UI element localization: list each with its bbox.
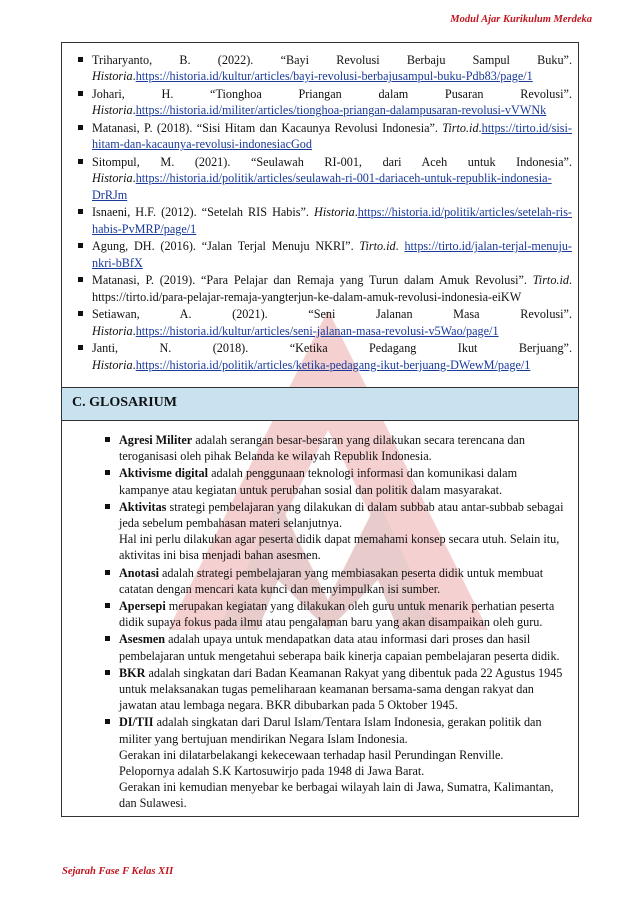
reference-source: Tirto.id (359, 239, 396, 254)
reference-link[interactable]: https://historia.id/politik/articles/ketika-pedagang-ikut-berjuang-DWewM/page/1 (135, 357, 531, 372)
reference-punct: . (395, 239, 405, 254)
reference-punct: . (132, 69, 136, 84)
reference-punct: . (132, 323, 136, 338)
reference-source: Tirto.id (532, 273, 569, 288)
reference-citation: Matanasi, P. (2018). “Sisi Hitam dan Kacaunya Revolusi Indonesia”. (92, 121, 443, 135)
glossary-term: Apersepi (119, 599, 166, 614)
reference-item (78, 306, 572, 339)
glossary-item (105, 565, 569, 597)
glossary-item (105, 432, 569, 464)
glossary-definition: merupakan kegiatan yang dilakukan oleh guru untuk menarik perhatian peserta didik supaya fokus pada ilmu atau pengalaman baru yang akan disampaikan oleh guru. (119, 599, 555, 630)
glossary-item (105, 665, 569, 714)
reference-item (78, 204, 572, 237)
glossary-term: Aktivitas (119, 499, 167, 514)
glossary-list (105, 432, 569, 813)
reference-punct: . (132, 171, 136, 186)
reference-source: Historia (92, 103, 133, 118)
reference-item (78, 272, 572, 305)
reference-item (78, 52, 572, 85)
reference-item (78, 238, 572, 271)
reference-link[interactable]: https://tirto.id/sisi-hitam-dan-kacaunya-revolusi-indonesiacGod (92, 121, 572, 152)
reference-punct: . (354, 205, 358, 220)
glossary-term: Aktivisme digital (119, 466, 209, 481)
reference-source: Historia (92, 357, 133, 372)
glossary-heading: C. GLOSARIUM (72, 395, 178, 410)
glossary-definition: strategi pembelajaran yang dilakukan di dalam subbab atau antar-subbab sebagai jeda sebelum pembahasan materi selanjutnya. (119, 499, 564, 531)
glossary-definition: adalah penggunaan teknologi informasi dan komunikasi dalam kampanye atau kegiatan untuk perubahan sosial dan politik dalam masyarakat. (119, 466, 518, 497)
glossary-item (105, 499, 569, 564)
glossary-header (61, 388, 579, 421)
reference-link[interactable]: https://historia.id/militer/articles/tionghoa-priangan-dalampusaran-revolusi-vVWNk (135, 103, 547, 118)
reference-link[interactable]: https://historia.id/kultur/articles/seni-jalanan-masa-revolusi-v5Wao/page/1 (135, 323, 499, 338)
reference-punct: . https://tirto.id/para-pelajar-remaja-yangterjun-ke-dalam-amuk-revolusi-indonesia-eiKW (92, 273, 572, 304)
references-box (61, 42, 579, 388)
reference-citation: Johari, H. “Tionghoa Priangan dalam Pusaran Revolusi”. (92, 87, 572, 101)
glossary-definition: Hal ini perlu dilakukan agar peserta didik dapat memahami konsep secara utuh. Selain itu, aktivitas ini bisa menjadi bahan asesmen. (119, 532, 560, 563)
reference-link[interactable]: https://tirto.id/jalan-terjal-menuju-nkri-bBfX (92, 239, 572, 270)
reference-punct: . (132, 103, 136, 118)
glossary-item (105, 631, 569, 663)
reference-citation: Agung, DH. (2016). “Jalan Terjal Menuju NKRI”. (92, 239, 360, 254)
reference-citation: Janti, N. (2018). “Ketika Pedagang Ikut Berjuang”. (92, 341, 572, 356)
glossary-definition: Pelopornya adalah S.K Kartosuwirjo pada 1948 di Jawa Barat. (119, 764, 425, 779)
reference-citation: Matanasi, P. (2019). “Para Pelajar dan Remaja yang Turun dalam Amuk Revolusi”. (92, 273, 533, 288)
reference-link[interactable]: https://historia.id/kultur/articles/bayi-revolusi-berbajusampul-buku-Pdb83/page/1 (135, 69, 533, 84)
glossary-term: Asesmen (119, 632, 166, 647)
glossary-definition: adalah upaya untuk mendapatkan data atau informasi dari proses dan hasil pembelajaran untuk mengetahui seberapa baik kinerja capaian pembelajaran peserta didik. (119, 632, 560, 663)
reference-item (78, 120, 572, 153)
glossary-definition: Gerakan ini kemudian menyebar ke berbagai wilayah lain di Jawa, Sumatra, Kalimantan, dan Sulawesi. (119, 780, 554, 811)
reference-list (78, 52, 572, 374)
glossary-definition: adalah singkatan dari Badan Keamanan Rakyat yang dibentuk pada 22 Agustus 1945 untuk melaksanakan tugas pemeliharaan keamanan bersama-sama dengan rakyat dan jawatan atau lembaga negara. BKR dibubarkan pada 5 Oktober 1945. (119, 665, 563, 713)
reference-link[interactable]: https://historia.id/politik/articles/seulawah-ri-001-dariaceh-untuk-republik-indonesia-DrRJm (92, 171, 552, 202)
glossary-item (105, 465, 569, 497)
reference-source: Historia (314, 205, 355, 220)
reference-source: Historia (92, 323, 133, 338)
reference-source: Historia (92, 171, 133, 186)
glossary-term: DI/TII (119, 715, 154, 730)
reference-punct: . (132, 357, 136, 372)
glossary-term: Agresi Militer (119, 433, 193, 447)
reference-link[interactable]: https://historia.id/politik/articles/setelah-ris-habis-PvMRP/page/1 (92, 205, 572, 236)
reference-item (78, 340, 572, 373)
module-title: Modul Ajar Kurikulum Merdeka (450, 14, 592, 25)
reference-citation: Isnaeni, H.F. (2012). “Setelah RIS Habis”. (92, 205, 315, 220)
reference-punct: . (478, 121, 482, 135)
glossary-definition: Gerakan ini dilatarbelakangi kekecewaan terhadap hasil Perundingan Renville. (119, 747, 504, 762)
reference-citation: Sitompul, M. (2021). “Seulawah RI-001, dari Aceh untuk Indonesia”. (92, 155, 572, 169)
glossary-term: Anotasi (119, 565, 159, 580)
glossary-definition: adalah singkatan dari Darul Islam/Tentara Islam Indonesia, gerakan politik dan militer yang bertujuan mendirikan Negara Islam Indonesia. (119, 715, 542, 746)
glossary-term: BKR (119, 665, 146, 680)
glossary-item (105, 598, 569, 630)
glossary-definition: adalah serangan besar-besaran yang dilakukan secara terencana dan teroganisasi oleh pihak Belanda ke wilayah Republik Indonesia. (119, 433, 525, 464)
reference-citation: Setiawan, A. (2021). “Seni Jalanan Masa Revolusi”. (92, 307, 572, 322)
footer-subject: Sejarah Fase F Kelas XII (62, 866, 174, 877)
reference-source: Tirto.id (442, 121, 479, 135)
glossary-box (61, 421, 579, 817)
reference-source: Historia (92, 69, 133, 84)
glossary-item (105, 714, 569, 811)
glossary-definition: adalah strategi pembelajaran yang membiasakan peserta didik untuk membuat catatan dengan mencari kata kunci dan menyimpulkan isi sumber. (119, 565, 544, 596)
reference-item (78, 154, 572, 203)
reference-item (78, 86, 572, 119)
reference-citation: Triharyanto, B. (2022). “Bayi Revolusi Berbaju Sampul Buku”. (92, 53, 572, 67)
